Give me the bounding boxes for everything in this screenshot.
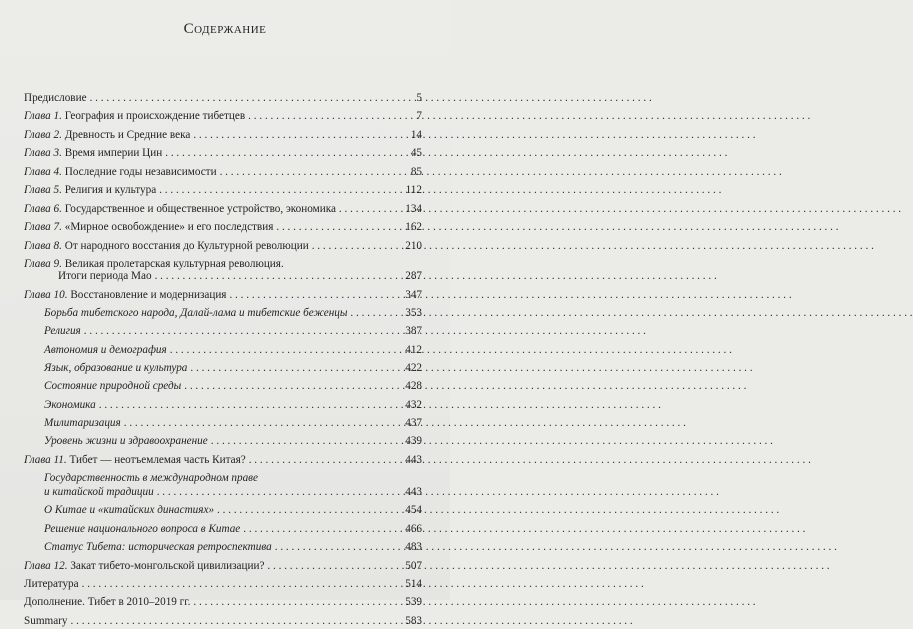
toc-entry <box>24 239 422 254</box>
toc-entry <box>24 202 422 217</box>
toc-entry <box>24 128 422 143</box>
toc-entry <box>24 91 422 106</box>
page-number: 353 <box>405 307 422 319</box>
toc-entry <box>44 522 422 537</box>
page-number: 5 <box>416 92 422 104</box>
toc-entry <box>44 343 422 358</box>
toc-entry-text <box>24 239 392 254</box>
page-number: 162 <box>405 221 422 233</box>
toc-entry-title: Религия <box>44 325 81 337</box>
page-number: 210 <box>405 240 422 252</box>
toc-entry-title: Последние годы независимости <box>64 166 217 178</box>
page-number: 347 <box>405 289 422 301</box>
toc-entry-text <box>24 109 392 124</box>
toc-entry-title: Древность и Средние века <box>64 129 191 141</box>
page-number: 583 <box>405 615 422 627</box>
page-number: 45 <box>410 147 422 159</box>
page-number: 387 <box>405 325 422 337</box>
page-number: 443 <box>405 486 422 498</box>
toc-entry <box>24 109 422 124</box>
page-number: 514 <box>405 578 422 590</box>
toc-entry <box>44 434 422 449</box>
toc-entry-title: Религия и культура <box>64 184 157 196</box>
toc-entry-text <box>24 288 392 303</box>
toc-entry-text <box>44 343 392 358</box>
toc-entry <box>24 559 422 574</box>
toc-entry-text <box>24 577 392 592</box>
toc-entry-text <box>24 183 392 198</box>
toc-entry <box>44 416 422 431</box>
toc-entry <box>24 595 422 610</box>
toc-entry-title: Тибет — неотъемлемая часть Китая? <box>69 454 246 466</box>
toc-entry-title: Итоги периода Мао <box>58 270 152 282</box>
toc-entry-title: География и происхождение тибетцев <box>64 110 246 122</box>
page-number: 287 <box>405 270 422 282</box>
toc-entry-text <box>24 146 392 161</box>
page-number: 422 <box>405 362 422 374</box>
toc-entry <box>24 165 422 180</box>
toc-entry-title: Экономика <box>44 399 96 411</box>
toc-entry <box>44 379 422 394</box>
chapter-label: Глава 7. <box>24 221 62 233</box>
page-number: 85 <box>410 166 422 178</box>
toc-entry-text <box>24 165 392 180</box>
toc-entry-title: Закат тибето-монгольской цивилизации? <box>70 560 265 572</box>
toc-entry-title: О Китае и «китайских династиях» <box>44 504 215 516</box>
chapter-label: Глава 2. <box>24 129 62 141</box>
page-number: 443 <box>405 454 422 466</box>
toc-entry-title: Уровень жизни и здравоохранение <box>44 435 208 447</box>
toc-entry-title: Язык, образование и культура <box>44 362 188 374</box>
page-number: 483 <box>405 541 422 553</box>
toc-entry-title: Предисловие <box>24 92 87 104</box>
page-number: 7 <box>416 110 422 122</box>
toc-entry-title: Время империи Цин <box>64 147 163 159</box>
toc-entry-text <box>44 306 392 321</box>
toc-entry-title: Борьба тибетского народа, Далай-лама и тибетские беженцы <box>44 307 348 319</box>
toc-entry <box>24 614 422 629</box>
toc-entry-text <box>44 379 392 394</box>
toc-entry <box>44 485 422 500</box>
page-number: 428 <box>405 380 422 392</box>
page-number: 432 <box>405 399 422 411</box>
toc-entry-title: и китайской традиции <box>44 486 154 498</box>
toc-entry-title: Государственность в международном праве <box>44 472 259 484</box>
chapter-label: Глава 8. <box>24 240 62 252</box>
toc-entry-text <box>24 91 392 106</box>
toc-entry-text <box>44 540 392 555</box>
page-title: Содержание <box>183 21 267 37</box>
toc-entry-text <box>24 220 392 235</box>
chapter-label: Глава 6. <box>24 203 62 215</box>
book-page <box>0 0 450 627</box>
toc-entry-title: Литература <box>24 578 79 590</box>
chapter-label: Глава 12. <box>24 560 68 572</box>
toc-entry-text <box>44 398 392 413</box>
toc-entry-text <box>44 324 392 339</box>
toc-entry <box>24 146 422 161</box>
chapter-label: Глава 9. <box>24 258 62 270</box>
toc-entry-text <box>44 471 392 486</box>
toc-entry <box>24 577 422 592</box>
toc-entry <box>24 453 422 468</box>
toc-entry-title: Summary <box>24 615 68 627</box>
page-number: 439 <box>405 435 422 447</box>
toc-entry <box>44 361 422 376</box>
toc-entry-title: Решение национального вопроса в Китае <box>44 523 241 535</box>
chapter-label: Глава 1. <box>24 110 62 122</box>
toc-entry-text <box>24 453 392 468</box>
page-number: 14 <box>410 129 422 141</box>
chapter-label: Глава 5. <box>24 184 62 196</box>
toc-entry <box>44 306 422 321</box>
toc-entry-text <box>44 416 392 431</box>
toc-entry-title: Восстановление и модернизация <box>70 289 227 301</box>
page-number: 437 <box>405 417 422 429</box>
page-number: 112 <box>405 184 422 196</box>
toc-entry-text <box>24 559 392 574</box>
chapter-label: Глава 3. <box>24 147 62 159</box>
toc-entry-text <box>24 128 392 143</box>
toc-entry <box>24 220 422 235</box>
toc-entry-text <box>24 202 392 217</box>
toc-entry <box>44 398 422 413</box>
page-number: 134 <box>405 203 422 215</box>
toc-entry-text <box>58 269 392 284</box>
toc-entry-title: Государственное и общественное устройство, экономика <box>64 203 336 215</box>
toc-entry-title: От народного восстания до Культурной революции <box>64 240 309 252</box>
toc-entry-title: Дополнение. Тибет в 2010–2019 гг. <box>24 596 191 608</box>
chapter-label: Глава 11. <box>24 454 67 466</box>
toc-entry-title: Статус Тибета: историческая ретроспектива <box>44 541 272 553</box>
toc-entry <box>44 471 422 486</box>
toc-entry-text <box>24 595 392 610</box>
toc-entry-text <box>44 485 392 500</box>
toc-entry-title: «Мирное освобождение» и его последствия <box>64 221 274 233</box>
page-number: 507 <box>405 560 422 572</box>
toc-entry-title: Автономия и демография <box>44 344 167 356</box>
toc-entry <box>44 324 422 339</box>
toc-entry-title: Великая пролетарская культурная революция. <box>64 258 284 270</box>
toc-entry-text <box>44 503 392 518</box>
toc-entry <box>44 503 422 518</box>
page-number: 466 <box>405 523 422 535</box>
chapter-label: Глава 10. <box>24 289 68 301</box>
page-number: 454 <box>405 504 422 516</box>
toc-entry <box>24 288 422 303</box>
toc-entry-text <box>24 614 392 629</box>
toc-entry-title: Милитаризация <box>44 417 121 429</box>
toc-entry-text <box>44 434 392 449</box>
page-number: 539 <box>405 596 422 608</box>
toc-entry <box>44 540 422 555</box>
chapter-label: Глава 4. <box>24 166 62 178</box>
toc-entry-text <box>44 522 392 537</box>
toc-entry <box>24 183 422 198</box>
page-number: 412 <box>405 344 422 356</box>
toc-entry <box>58 269 422 284</box>
toc-entry-title: Состояние природной среды <box>44 380 182 392</box>
toc-entry-text <box>44 361 392 376</box>
